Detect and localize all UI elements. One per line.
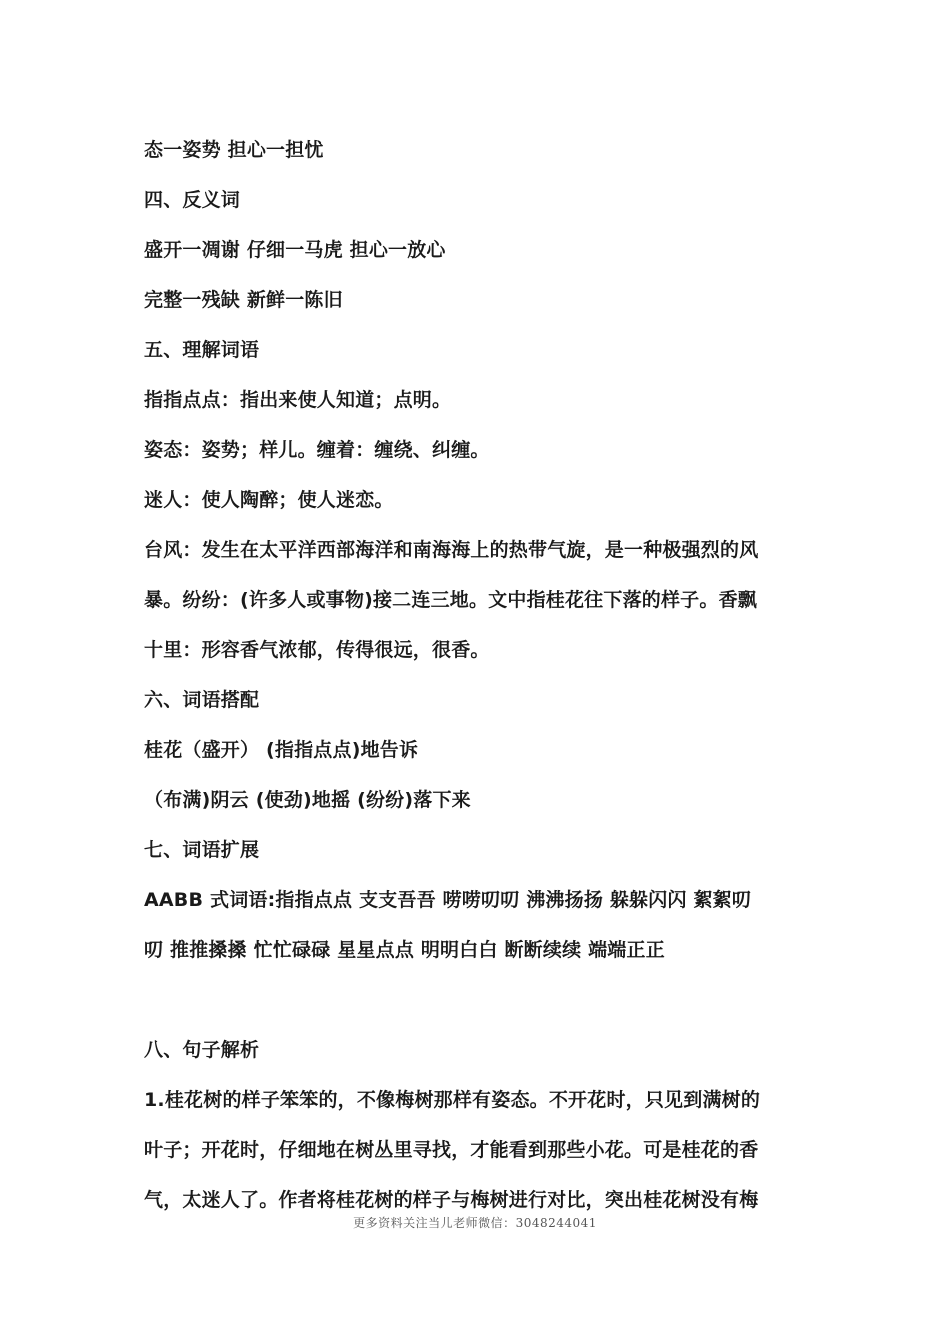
text-line: 姿态：姿势；样儿。缠着：缠绕、纠缠。	[144, 439, 490, 461]
text-line: 1.桂花树的样子笨笨的，不像梅树那样有姿态。不开花时，只见到满树的	[144, 1089, 761, 1111]
text-line: 盛开一凋谢 仔细一马虎 担心一放心	[144, 239, 446, 261]
text-line: 桂花（盛开） (指指点点)地告诉	[144, 739, 419, 761]
text-line: AABB 式词语:指指点点 支支吾吾 唠唠叨叨 沸沸扬扬 躲躲闪闪 絮絮叨	[144, 889, 752, 911]
text-line: 暴。纷纷：(许多人或事物)接二连三地。文中指桂花往下落的样子。香飘	[144, 589, 757, 611]
text-line: 完整一残缺 新鲜一陈旧	[144, 289, 343, 311]
blank-line	[144, 975, 808, 1025]
section-heading-sentence-analysis: 八、句子解析	[144, 1039, 260, 1061]
section-heading-word-expansion: 七、词语扩展	[144, 839, 260, 861]
text-line: （布满)阴云 (使劲)地摇 (纷纷)落下来	[144, 789, 471, 811]
section-heading-word-pairing: 六、词语搭配	[144, 689, 260, 711]
section-heading-word-meanings: 五、理解词语	[144, 339, 260, 361]
text-line: 叨 推推搡搡 忙忙碌碌 星星点点 明明白白 断断续续 端端正正	[144, 939, 665, 961]
document-body	[144, 125, 808, 1225]
text-line: 迷人：使人陶醉；使人迷恋。	[144, 489, 394, 511]
text-line: 叶子；开花时，仔细地在树丛里寻找，才能看到那些小花。可是桂花的香	[144, 1139, 759, 1161]
footer-note: 更多资料关注当儿老师微信：3048244041	[353, 1216, 597, 1230]
text-line: 气，太迷人了。作者将桂花树的样子与梅树进行对比，突出桂花树没有梅	[144, 1189, 759, 1211]
text-line: 台风：发生在太平洋西部海洋和南海海上的热带气旋，是一种极强烈的风	[144, 539, 759, 561]
section-heading-antonyms: 四、反义词	[144, 189, 241, 211]
text-line: 指指点点：指出来使人知道；点明。	[144, 389, 452, 411]
text-line: 态一姿势 担心一担忧	[144, 139, 324, 161]
text-line: 十里：形容香气浓郁，传得很远，很香。	[144, 639, 490, 661]
